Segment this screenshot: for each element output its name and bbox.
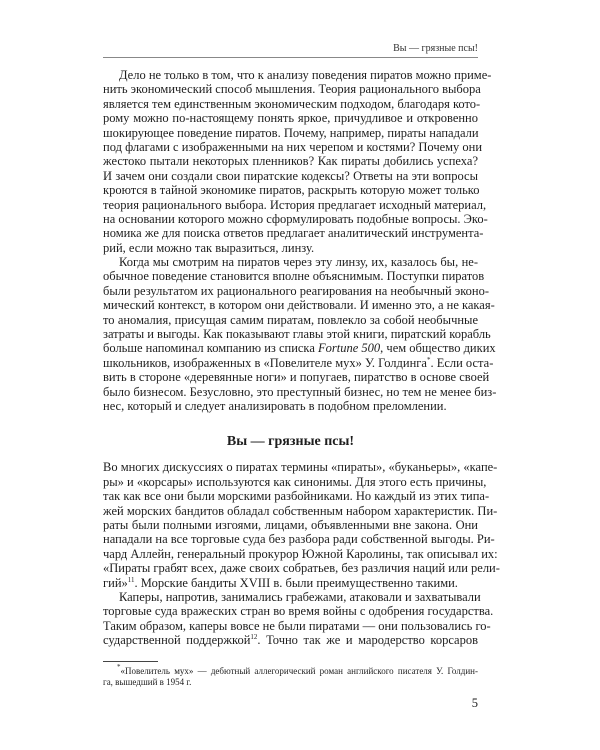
body-text (103, 68, 500, 648)
footnote-rule (103, 661, 158, 662)
footnote-marker: 12 (250, 633, 258, 642)
text-segment: «Повелитель мух» — дебютный аллегорический роман английского писателя У. Голдин- (120, 666, 478, 676)
text-line: кроются в тайной экономике пиратов, раскрыть которую может только (103, 183, 480, 198)
text-segment: больше напоминал компанию из списка (103, 341, 318, 356)
text-line: «Пираты грабят всех, даже своих собратьев, без различия наций или рели- (103, 561, 500, 576)
text-line (103, 576, 478, 590)
text-line: нить экономический способ мышления. Теория рационального выбора (103, 82, 481, 97)
paragraph (103, 589, 494, 648)
text-line: номика же для поиска ответов предлагает аналитический инструмента- (103, 226, 484, 241)
text-line: на основании которого можно сформулировать подобные вопросы. Эко- (103, 211, 488, 226)
text-segment: сударственной поддержкой (103, 633, 251, 648)
footnote-marker: 11 (127, 575, 135, 584)
header-rule (103, 57, 478, 58)
text-line: то аномалия, присущая самим пиратам, повлекло за собой необычные (103, 312, 478, 327)
text-segment: , чем общество диких (380, 341, 496, 356)
text-line: жестоко пытали некоторых пленников? Как пираты добились успеха? (103, 154, 478, 169)
text-line (103, 341, 496, 356)
text-line (103, 633, 478, 647)
text-line: ры» и «корсары» используются как синонимы. Для этого есть причины, (103, 474, 487, 489)
italic-text: Fortune 500 (318, 341, 381, 356)
text-segment: школьников, изображенных в «Повелителе мух» У. Голдинга (103, 355, 427, 370)
text-segment: . Если оста- (430, 355, 494, 370)
section-heading: Вы — грязные псы! (226, 434, 355, 450)
text-line: обычное поведение становится вполне объяснимым. Поступки пиратов (103, 269, 485, 284)
text-line: нападали на все торговые суда без разбора ради собственной выгоды. Ри- (103, 532, 495, 547)
text-line: под флагами с изображенными на них черепом и костями? Почему они (103, 139, 483, 154)
text-segment: . Точно так же и мародерство корсаров (257, 633, 478, 648)
text-line (103, 355, 494, 370)
text-line: чард Аллейн, генеральный прокурор Южной Каролины, так описывал их: (103, 546, 498, 561)
text-line: Каперы, напротив, занимались грабежами, атаковали и захватывали (119, 589, 481, 604)
text-line (103, 663, 478, 677)
text-line: жей морских бандитов обладал собственным набором характеристик. Пи- (103, 503, 498, 518)
text-line: является тем единственным экономическим подходом, благодаря кото- (103, 96, 481, 111)
paragraph (103, 460, 500, 590)
text-line: вить в стороне «деревянные ноги» и попугаев, пиратство в основе своей (103, 370, 490, 385)
text-line: теория рационального выбора. История предлагает исходный материал, (103, 197, 487, 212)
text-segment: гий» (103, 575, 128, 590)
text-segment: . Морские бандиты XVIII в. были преимущественно такими. (134, 575, 458, 590)
text-line: Когда мы смотрим на пиратов через эту линзу, их, казалось бы, не- (119, 255, 478, 270)
text-line: затраты и выгоды. Как показывают главы этой книги, пиратский корабль (103, 327, 491, 342)
text-line: нес, который и следует анализировать в подобном преломлении. (103, 398, 447, 413)
text-line: Во многих дискуссиях о пиратах термины «пираты», «буканьеры», «капе- (103, 460, 498, 475)
text-line: торговые суда вражеских стран во время войны с одобрения государства. (103, 604, 494, 619)
paragraph (103, 255, 497, 413)
footnote-marker: * (117, 663, 121, 671)
text-line: Таким образом, каперы вовсе не были пиратами — они пользовались го- (103, 618, 491, 633)
running-head: Вы — грязные псы! (393, 43, 478, 54)
text-line: были результатом их рационального реагирования на необычный эконо- (103, 283, 489, 298)
text-line: рий, если можно так выразиться, линзу. (103, 240, 315, 255)
text-line: шокирующее поведение пиратов. Почему, например, пираты нападали (103, 125, 479, 140)
page-number: 5 (471, 696, 478, 710)
text-line: так как все они были морскими разбойниками. Но каждый из этих типа- (103, 489, 490, 504)
text-line: И зачем они создали свои пиратские кодексы? Ответы на эти вопросы (103, 168, 478, 183)
text-line: Дело не только в том, что к анализу поведения пиратов можно приме- (119, 68, 492, 82)
text-line: раты были полными изгоями, лицами, объявленными вне закона. Они (103, 517, 478, 532)
paragraph (103, 68, 492, 255)
text-line: рому можно по-настоящему понять яркое, причудливое и откровенно (103, 111, 478, 126)
text-line: было бизнесом. Безусловно, это преступный бизнес, но тем не менее биз- (103, 384, 497, 399)
text-line: га, вышедший в 1954 г. (103, 676, 192, 687)
footnote (103, 663, 478, 687)
text-line: мический контекст, в котором они действовали. И именно это, а не какая- (103, 298, 495, 313)
footnote-marker: * (426, 355, 431, 364)
